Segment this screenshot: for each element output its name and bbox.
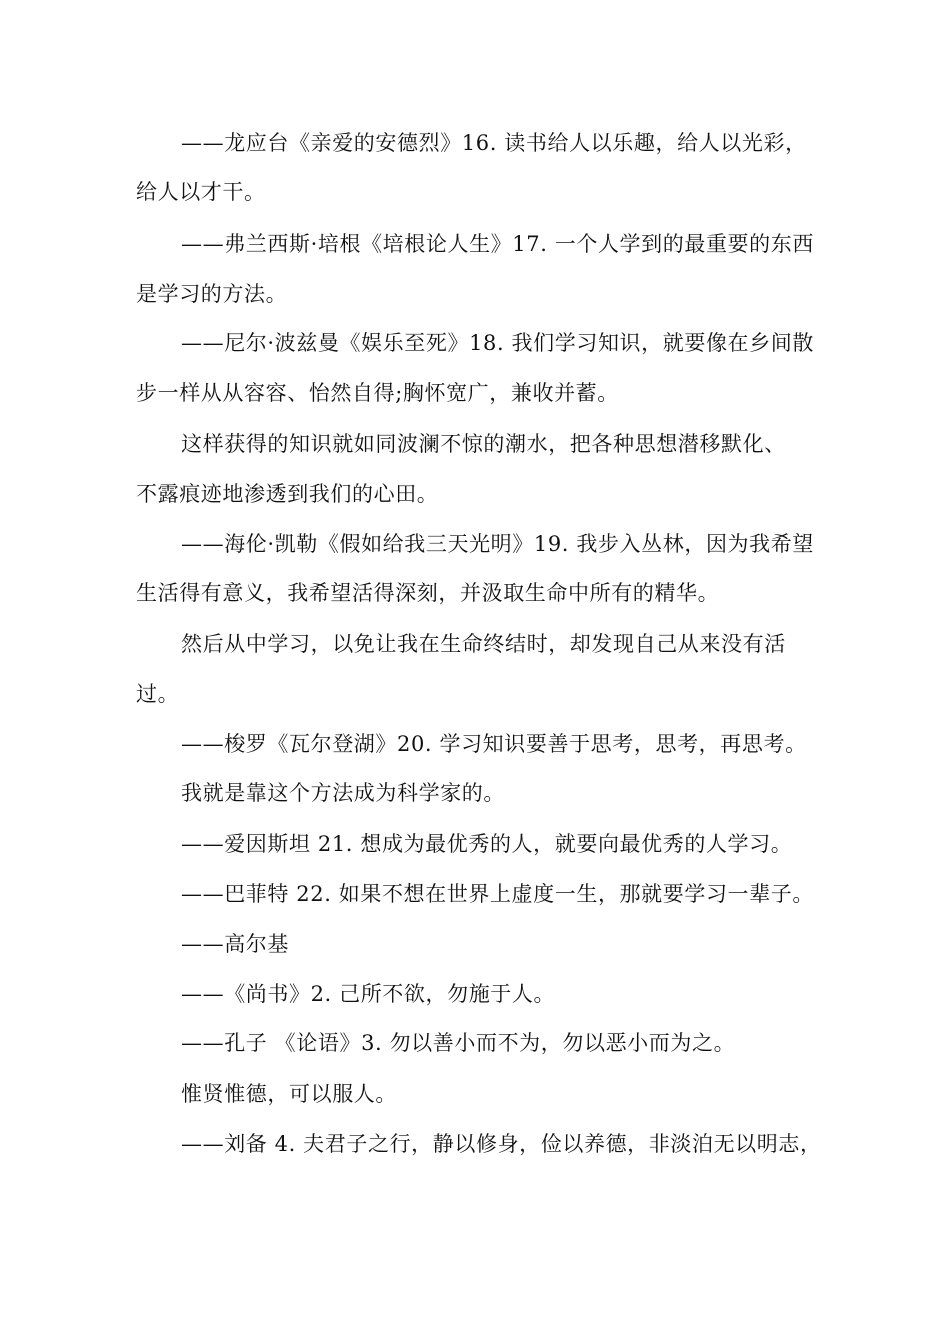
text-line: ——爱因斯坦 21. 想成为最优秀的人，就要向最优秀的人学习。 — [181, 832, 793, 856]
text-line: 惟贤惟德，可以服人。 — [181, 1082, 397, 1106]
text-line: ——海伦·凯勒《假如给我三天光明》19. 我步入丛林，因为我希望 — [181, 532, 814, 556]
text-line: ——高尔基 — [181, 932, 289, 956]
text-line: 是学习的方法。 — [136, 282, 288, 306]
text-line: 这样获得的知识就如同波澜不惊的潮水，把各种思想潜移默化、 — [181, 432, 786, 456]
text-line: ——巴菲特 22. 如果不想在世界上虚度一生，那就要学习一辈子。 — [181, 882, 814, 906]
text-line: ——刘备 4. 夫君子之行，静以修身，俭以养德，非淡泊无以明志， — [181, 1132, 822, 1156]
text-line: ——龙应台《亲爱的安德烈》16. 读书给人以乐趣，给人以光彩， — [181, 131, 807, 155]
text-line: 然后从中学习，以免让我在生命终结时，却发现自己从来没有活 — [181, 632, 786, 656]
text-line: 我就是靠这个方法成为科学家的。 — [181, 781, 505, 805]
text-line: 过。 — [136, 682, 180, 706]
text-line: 生活得有意义，我希望活得深刻，并汲取生命中所有的精华。 — [136, 581, 720, 605]
text-line: ——梭罗《瓦尔登湖》20. 学习知识要善于思考，思考，再思考。 — [181, 732, 807, 756]
text-line: ——尼尔·波兹曼《娱乐至死》18. 我们学习知识，就要像在乡间散 — [181, 331, 814, 355]
text-line: ——弗兰西斯·培根《培根论人生》17. 一个人学到的最重要的东西 — [181, 232, 814, 256]
text-line: 给人以才干。 — [136, 180, 266, 204]
text-line: ——孔子 《论语》3. 勿以善小而不为，勿以恶小而为之。 — [181, 1031, 736, 1055]
text-line: 不露痕迹地渗透到我们的心田。 — [136, 482, 439, 506]
text-line: 步一样从从容容、怡然自得;胸怀宽广，兼收并蓄。 — [136, 381, 619, 405]
text-line: ——《尚书》2. 己所不欲，勿施于人。 — [181, 982, 556, 1006]
